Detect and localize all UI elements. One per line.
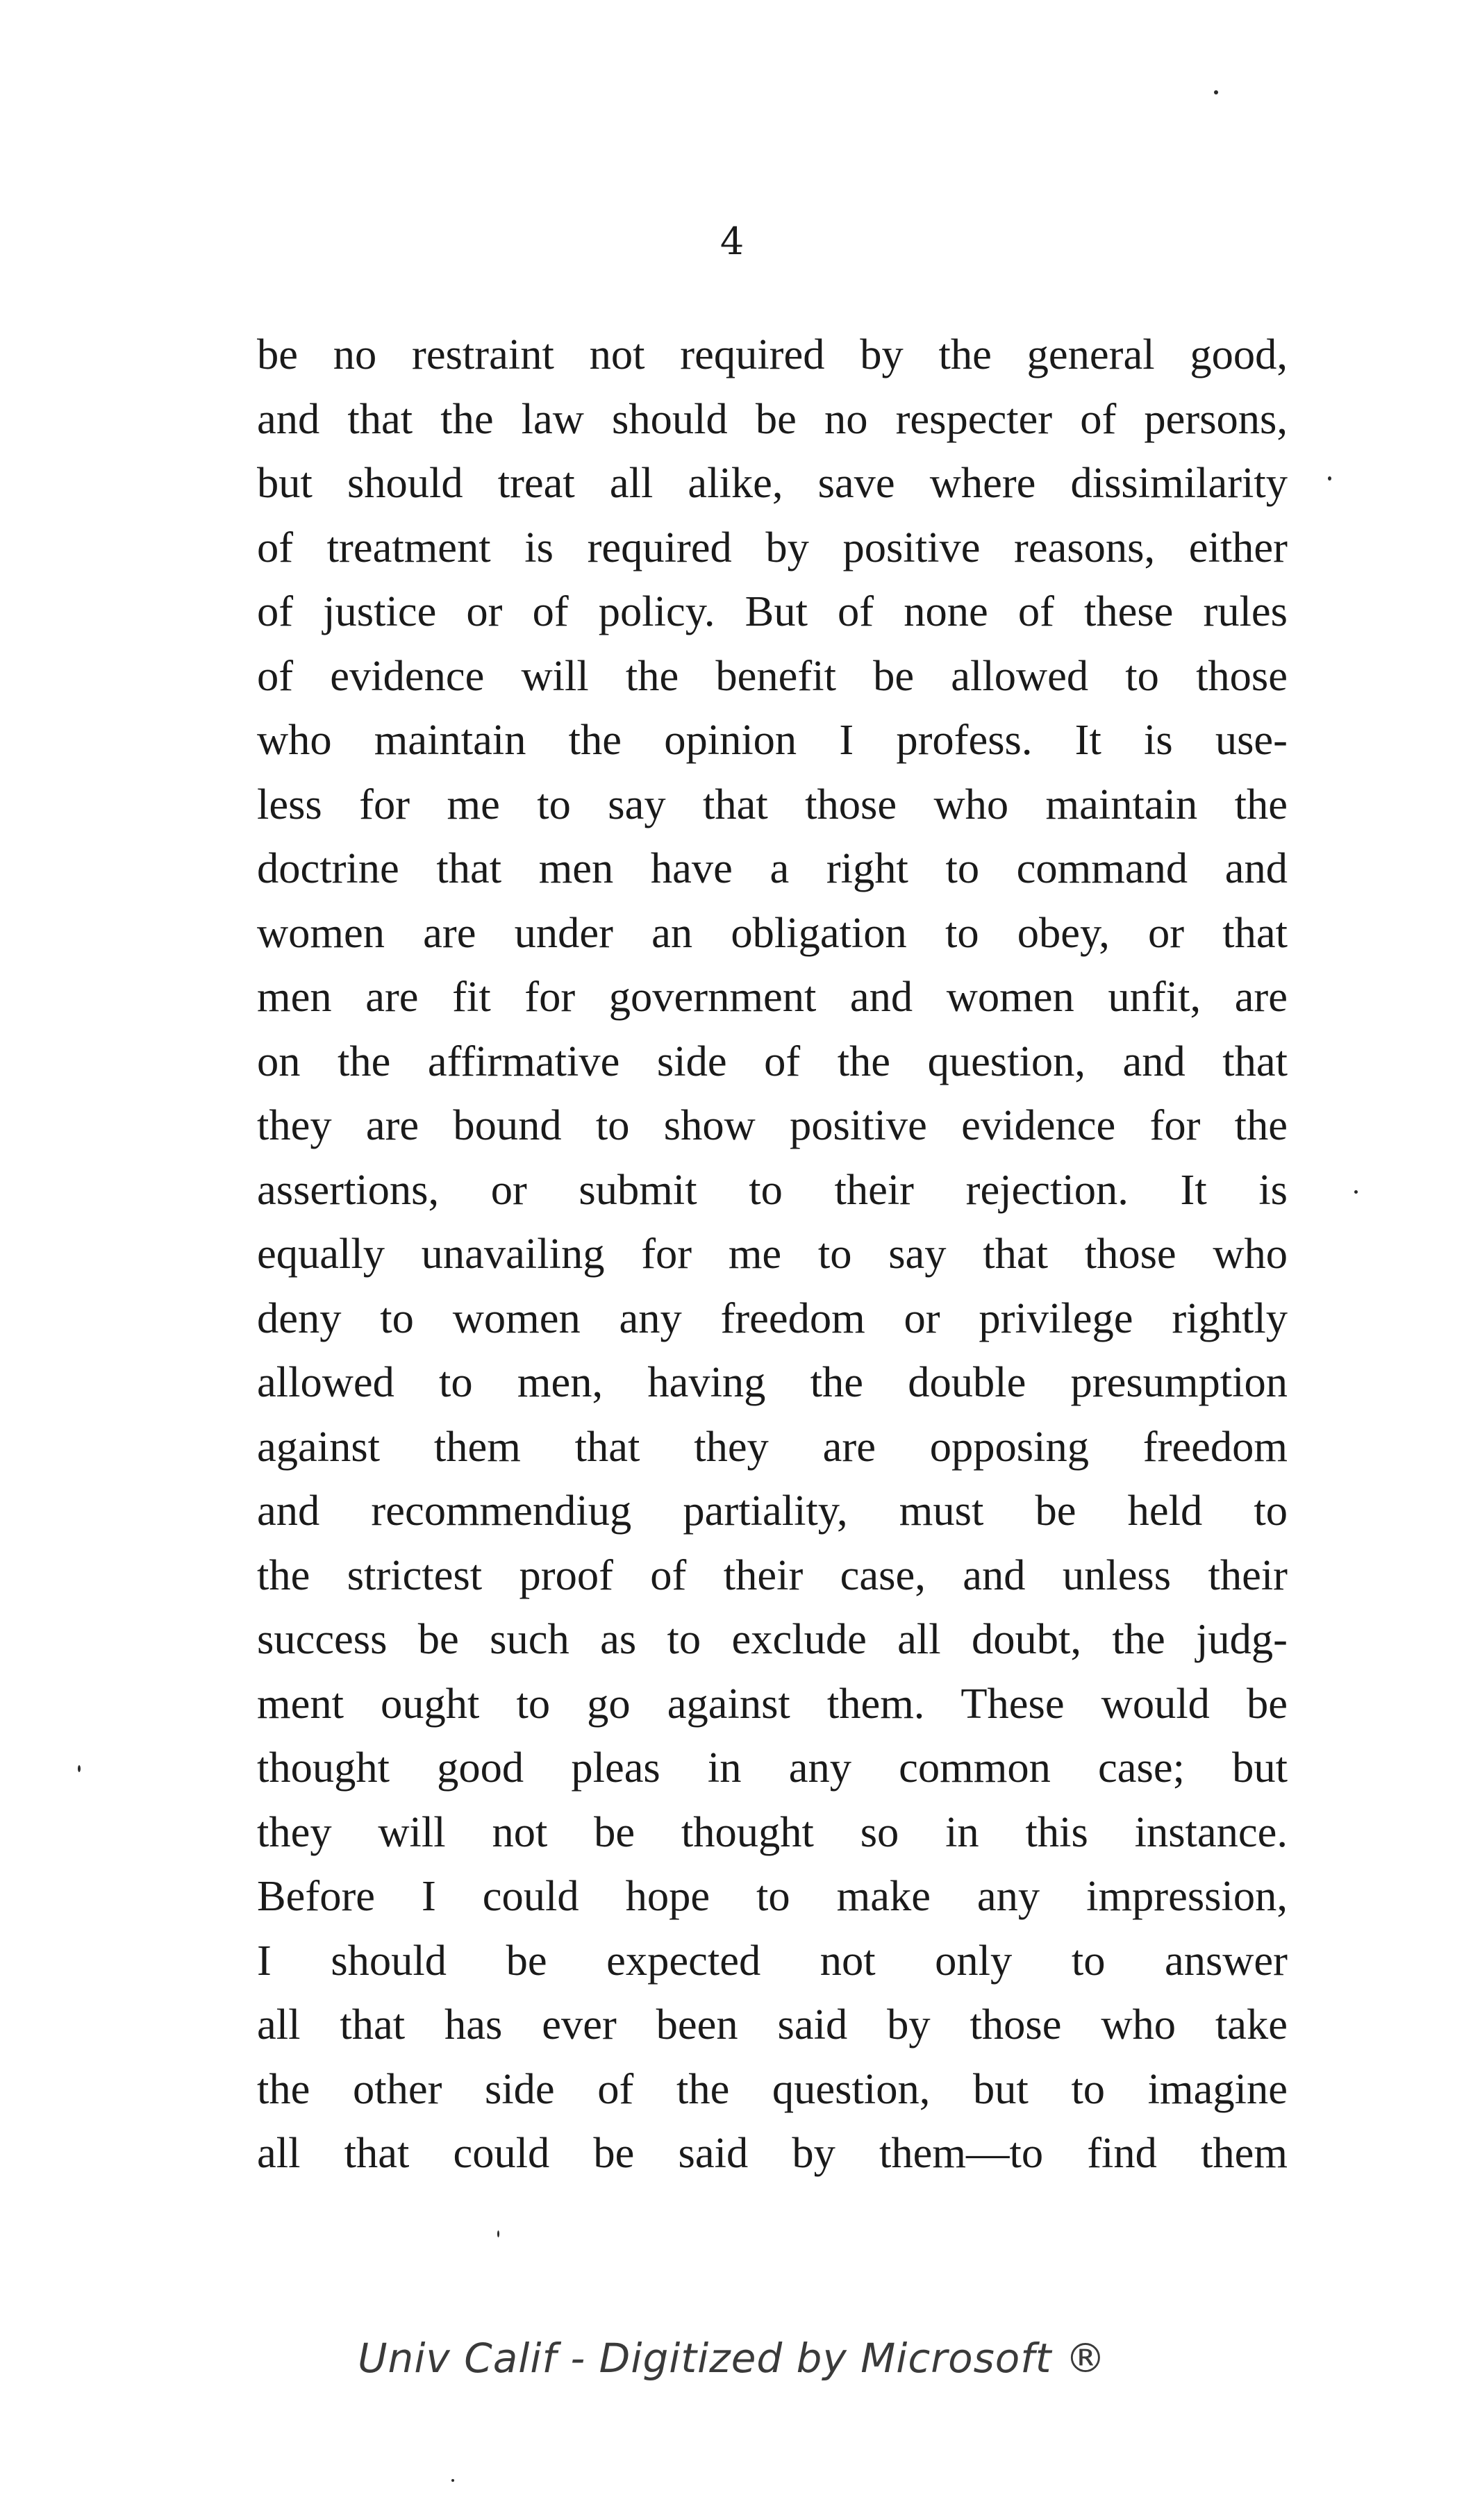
text-line: all that has ever been said by those who take [257,2000,1288,2048]
scan-speck [497,2230,499,2237]
scan-speck [451,2479,454,2482]
text-line: equally unavailing for me to say that those who [257,1229,1288,1278]
text-line: men are fit for government and women unfit, are [257,972,1288,1021]
text-line: but should treat all alike, save where dissimilarity [257,458,1288,507]
text-line: be no restraint not required by the general good, [257,330,1288,378]
text-line: of evidence will the benefit be allowed to those [257,651,1288,700]
scan-speck [1354,1190,1358,1194]
text-line: Before I could hope to make any impression, [257,1871,1288,1920]
text-line: doctrine that men have a right to command and [257,844,1288,892]
text-line: the strictest proof of their case, and unless their [257,1550,1288,1599]
text-line: ment ought to go against them. These would be [257,1678,1288,1728]
text-line: all that could be said by them—to find them [257,2128,1288,2177]
page-number: 4 [719,219,745,263]
digitization-watermark: Univ Calif - Digitized by Microsoft ® [358,2335,1106,2382]
scan-speck [1328,476,1331,481]
text-line: on the affirmative side of the question, and that [257,1036,1288,1085]
text-line: who maintain the opinion I profess. It is use- [257,715,1288,764]
text-line: against them that they are opposing freedom [257,1421,1288,1471]
text-line: the other side of the question, but to imagine [257,2064,1288,2113]
text-line: and recommendiug partiality, must be held to [257,1486,1288,1535]
scan-speck [1214,90,1218,94]
text-line: allowed to men, having the double presumption [257,1358,1288,1406]
scan-speck [78,1765,81,1772]
body-text [257,322,1288,2185]
text-line: and that the law should be no respecter of persons, [257,394,1288,443]
text-line: women are under an obligation to obey, or that [257,908,1288,957]
text-line: of justice or of policy. But of none of these rules [257,587,1288,635]
text-line: less for me to say that those who maintain the [257,779,1288,828]
text-line: success be such as to exclude all doubt, the judg- [257,1614,1288,1663]
text-line: assertions, or submit to their rejection. It is [257,1165,1288,1214]
text-line: of treatment is required by positive reasons, either [257,522,1288,571]
text-line: they are bound to show positive evidence for the [257,1101,1288,1149]
text-line: I should be expected not only to answer [257,1935,1288,1985]
text-line: deny to women any freedom or privilege rightly [257,1293,1288,1342]
text-line: they will not be thought so in this instance. [257,1807,1288,1856]
text-line: thought good pleas in any common case; but [257,1743,1288,1792]
